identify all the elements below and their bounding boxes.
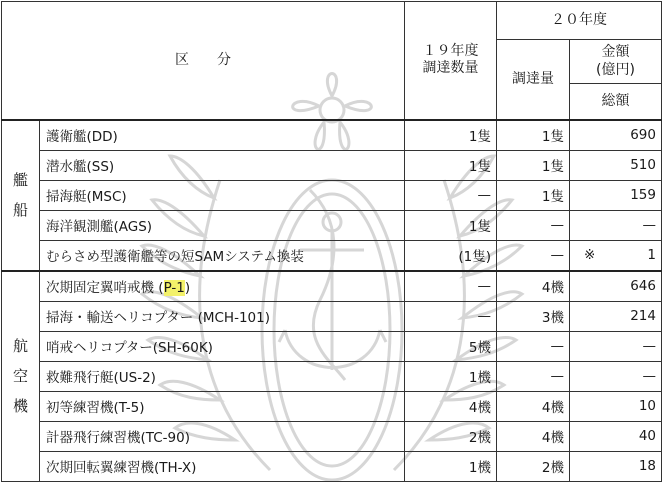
amount-value: 1: [647, 247, 656, 263]
fy19-quantity: 1隻: [405, 150, 497, 180]
fy19-quantity: 5機: [405, 331, 497, 361]
amount-cell: [570, 391, 662, 421]
table-row: [2, 451, 662, 481]
amount-cell: [570, 271, 662, 302]
amount-value: —: [642, 338, 656, 354]
category-cell: [2, 271, 40, 482]
category-char: 艦: [12, 171, 28, 189]
fy20-quantity: 4機: [497, 271, 570, 302]
highlighted-text: P-1: [163, 280, 185, 296]
amount-header: [570, 40, 662, 84]
fy20-quantity: 2機: [497, 451, 570, 481]
table-row: [2, 150, 662, 180]
category-header: 区 分: [2, 2, 405, 120]
category-cell: [2, 120, 40, 271]
fy19-quantity-header: [405, 2, 497, 120]
amount-cell: [570, 210, 662, 240]
item-name: [40, 120, 405, 151]
fy19-quantity: 2機: [405, 421, 497, 451]
fy20-quantity: 1隻: [497, 150, 570, 180]
fy19-quantity: (1隻): [405, 240, 497, 271]
item-name-text: 潜水艦(SS): [46, 159, 115, 175]
amount-value: 214: [630, 308, 656, 324]
procurement-table: [1, 1, 662, 482]
table-row: [2, 391, 662, 421]
table-row: [2, 120, 662, 151]
fy19-quantity: —: [405, 180, 497, 210]
item-name-text: 海洋観測艦(AGS): [46, 219, 153, 235]
item-name: [40, 240, 405, 271]
fy20-quantity: —: [497, 331, 570, 361]
amount-cell: [570, 331, 662, 361]
amount-value: 646: [630, 278, 656, 294]
fy19-quantity: 1隻: [405, 210, 497, 240]
item-name-text: 護衛艦(DD): [46, 129, 118, 145]
amount-cell: [570, 421, 662, 451]
category-char: 船: [12, 201, 28, 219]
table-row: [2, 331, 662, 361]
fy20-quantity: 4機: [497, 391, 570, 421]
amount-cell: [570, 451, 662, 481]
amount-label: 金額: [601, 44, 630, 60]
amount-cell: [570, 240, 662, 271]
amount-value: 159: [630, 187, 656, 203]
item-name: [40, 451, 405, 481]
fy19-quantity: 1隻: [405, 120, 497, 151]
fy19-quantity: 4機: [405, 391, 497, 421]
table-row: [2, 180, 662, 210]
total-header: 総額: [570, 84, 662, 120]
item-name-text: 初等練習機(T-5): [46, 400, 145, 416]
category-char: 機: [12, 397, 28, 415]
fy20-header: ２０年度: [497, 2, 662, 40]
amount-cell: [570, 120, 662, 151]
item-name-suffix: ): [184, 280, 191, 296]
fy19-label: １９年度: [422, 42, 479, 59]
amount-value: 10: [638, 398, 656, 414]
fy20-quantity: 1隻: [497, 120, 570, 151]
item-name-text: 計器飛行練習機(TC-90): [46, 430, 190, 446]
table-row: [2, 210, 662, 240]
table-row: [2, 421, 662, 451]
item-name-text: 掃海艇(MSC): [46, 189, 127, 205]
amount-cell: [570, 150, 662, 180]
item-name-text: 次期回転翼練習機(TH-X): [46, 460, 197, 476]
category-char: 空: [12, 367, 28, 385]
fy19-quantity: 1機: [405, 361, 497, 391]
table-row: [2, 301, 662, 331]
table-row: [2, 361, 662, 391]
table-row: [2, 240, 662, 271]
fy20-quantity: —: [497, 210, 570, 240]
amount-cell: [570, 361, 662, 391]
amount-cell: [570, 180, 662, 210]
category-char: 航: [12, 337, 28, 355]
fy20-quantity: —: [497, 361, 570, 391]
table-row: [2, 271, 662, 302]
fy19-quantity: —: [405, 271, 497, 302]
item-name: [40, 331, 405, 361]
note-mark: ※: [584, 247, 596, 263]
fy20-quantity: 3機: [497, 301, 570, 331]
procurement-quantity-label: 調達数量: [422, 60, 479, 77]
item-name-text: 救難飛行艇(US-2): [46, 370, 156, 386]
amount-value: 690: [630, 127, 656, 143]
amount-value: 510: [630, 157, 656, 173]
item-name-text: 掃海・輸送ヘリコプター (MCH-101): [46, 310, 270, 326]
amount-unit-label: (億円): [596, 61, 635, 78]
item-name-text: むらさめ型護衛艦等の短SAMシステム換装: [46, 249, 304, 265]
item-name: [40, 180, 405, 210]
fy20-quantity: 4機: [497, 421, 570, 451]
item-name: [40, 271, 405, 302]
item-name: [40, 391, 405, 421]
item-name: [40, 301, 405, 331]
item-name: [40, 361, 405, 391]
fy20-quantity-header: 調達量: [497, 40, 570, 120]
fy19-quantity: 1機: [405, 451, 497, 481]
item-name: [40, 150, 405, 180]
amount-value: 40: [638, 428, 656, 444]
amount-value: 18: [638, 458, 656, 474]
amount-value: —: [642, 368, 656, 384]
item-name-text: 次期固定翼哨戒機 (: [46, 280, 164, 296]
item-name: [40, 421, 405, 451]
item-name-text: 哨戒ヘリコプター(SH-60K): [46, 340, 213, 356]
fy19-quantity: —: [405, 301, 497, 331]
amount-value: —: [642, 217, 656, 233]
fy20-quantity: 1隻: [497, 180, 570, 210]
amount-cell: [570, 301, 662, 331]
fy20-quantity: —: [497, 240, 570, 271]
item-name: [40, 210, 405, 240]
